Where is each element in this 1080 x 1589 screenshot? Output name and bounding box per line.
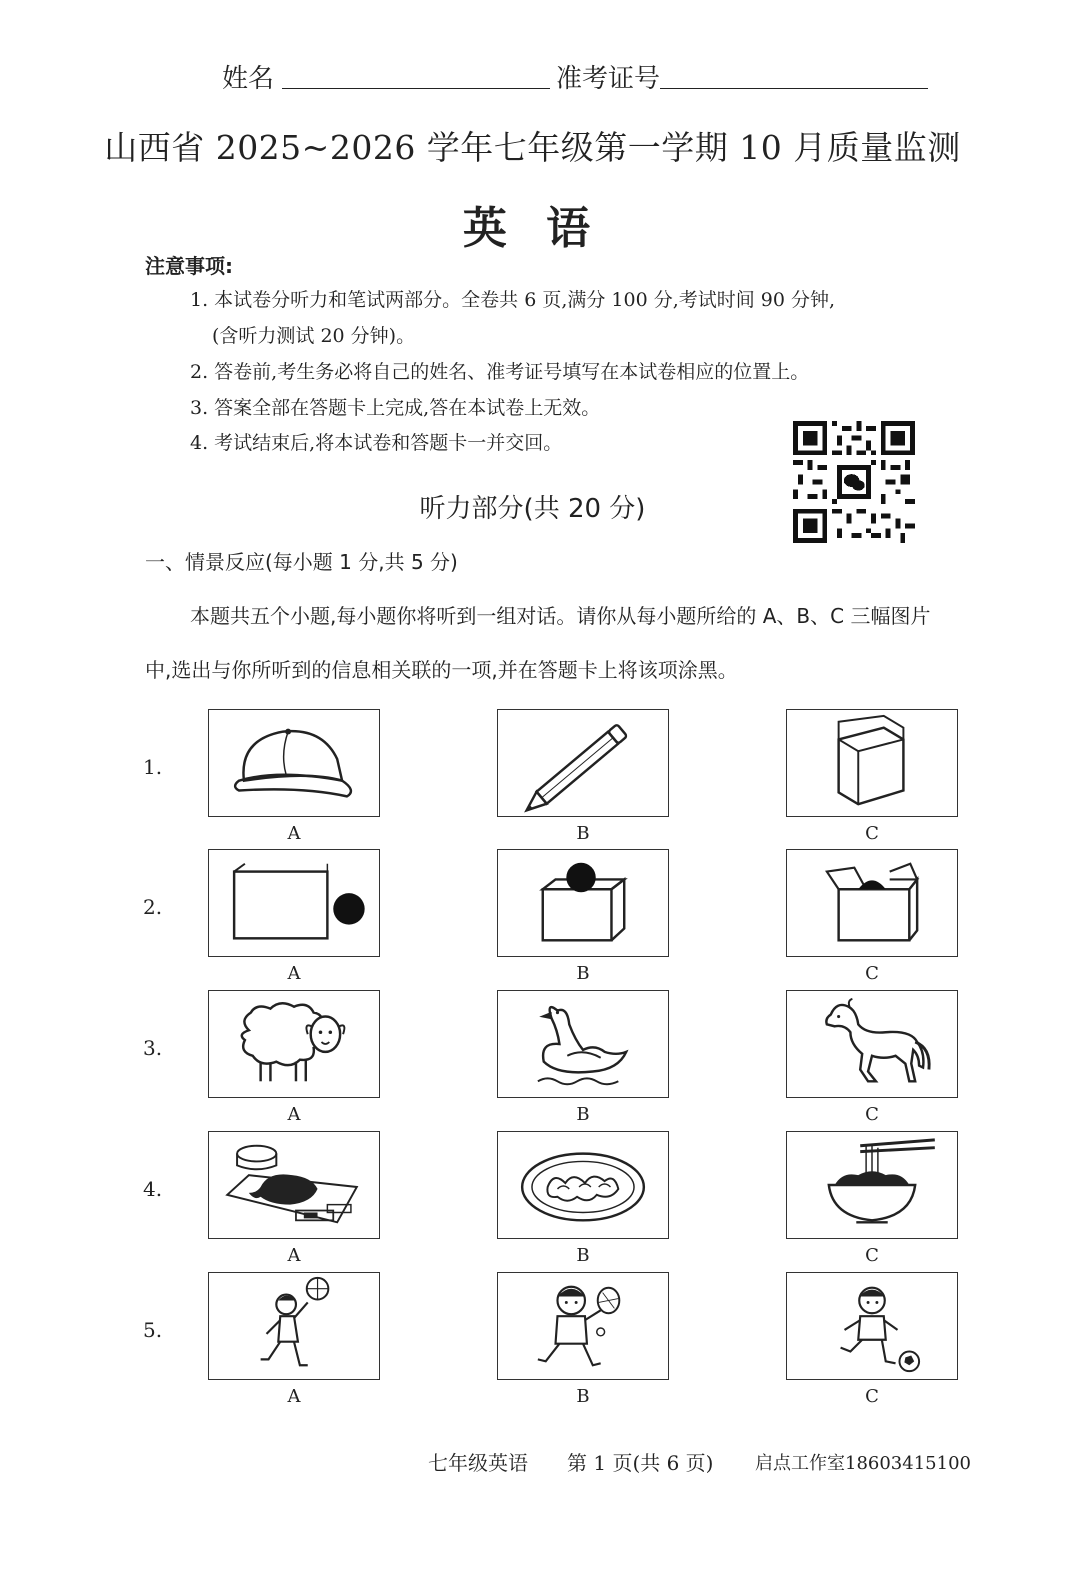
option-label: A xyxy=(287,1386,301,1407)
ball-beside-box-icon[interactable] xyxy=(208,849,380,957)
section1-instruction-2: 中,选出与你所听到的信息相关联的一项,并在答题卡上将该项涂黑。 xyxy=(145,658,738,682)
soccer-boy-icon[interactable] xyxy=(786,1272,958,1380)
dumplings-icon[interactable] xyxy=(497,1131,669,1239)
option-label: A xyxy=(287,963,301,984)
notice-item-3: 3. 答案全部在答题卡上完成,答在本试卷上无效。 xyxy=(190,397,601,419)
ball-on-box-icon[interactable] xyxy=(497,849,669,957)
question-number: 2. xyxy=(143,895,163,919)
option-label: C xyxy=(865,1245,879,1266)
option-label: B xyxy=(576,963,590,984)
cap-icon[interactable] xyxy=(208,709,380,817)
sheep-icon[interactable] xyxy=(208,990,380,1098)
section1-instruction-1: 本题共五个小题,每小题你将听到一组对话。请你从每小题所给的 A、B、C 三幅图片 xyxy=(190,604,931,628)
notice-item-1-cont: (含听力测试 20 分钟)。 xyxy=(212,325,416,347)
option-label: C xyxy=(865,963,879,984)
option-label: A xyxy=(287,1104,301,1125)
notice-item-1: 1. 本试卷分听力和笔试两部分。全卷共 6 页,满分 100 分,考试时间 90 分钟, xyxy=(190,289,836,311)
option-label: C xyxy=(865,823,879,844)
notice-heading: 注意事项: xyxy=(145,254,233,278)
option-label: B xyxy=(576,1104,590,1125)
horse-icon[interactable] xyxy=(786,990,958,1098)
exam-id-label: 准考证号 xyxy=(556,64,661,94)
notice-item-4: 4. 考试结束后,将本试卷和答题卡一并交回。 xyxy=(190,432,563,454)
option-label: A xyxy=(287,1245,301,1266)
exam-id-blank[interactable] xyxy=(660,88,928,89)
listening-heading: 听力部分(共 20 分) xyxy=(419,494,646,524)
question-number: 3. xyxy=(143,1036,163,1060)
footer-page: 第 1 页(共 6 页) xyxy=(567,1451,714,1475)
exam-title: 山西省 2025~2026 学年七年级第一学期 10 月质量监测 xyxy=(104,128,961,167)
name-blank[interactable] xyxy=(282,88,550,89)
footer-studio: 启点工作室18603415100 xyxy=(755,1453,971,1474)
option-label: A xyxy=(287,823,301,844)
option-label: B xyxy=(576,1245,590,1266)
section1-heading: 一、情景反应(每小题 1 分,共 5 分) xyxy=(145,550,458,574)
option-label: B xyxy=(576,1386,590,1407)
noodles-icon[interactable] xyxy=(786,1131,958,1239)
option-label: C xyxy=(865,1104,879,1125)
question-number: 1. xyxy=(143,755,163,779)
option-label: C xyxy=(865,1386,879,1407)
tennis-boy-icon[interactable] xyxy=(497,1272,669,1380)
question-number: 4. xyxy=(143,1177,163,1201)
ball-in-box-icon[interactable] xyxy=(786,849,958,957)
question-number: 5. xyxy=(143,1318,163,1342)
eraser-icon[interactable] xyxy=(786,709,958,817)
swan-icon[interactable] xyxy=(497,990,669,1098)
subject-title: 英 语 xyxy=(462,203,603,254)
footer-subject: 七年级英语 xyxy=(428,1451,528,1475)
option-label: B xyxy=(576,823,590,844)
roast-duck-icon[interactable] xyxy=(208,1131,380,1239)
name-label: 姓名 xyxy=(222,64,275,94)
notice-item-2: 2. 答卷前,考生务必将自己的姓名、准考证号填写在本试卷相应的位置上。 xyxy=(190,361,810,383)
pencil-icon[interactable] xyxy=(497,709,669,817)
basketball-boy-icon[interactable] xyxy=(208,1272,380,1380)
